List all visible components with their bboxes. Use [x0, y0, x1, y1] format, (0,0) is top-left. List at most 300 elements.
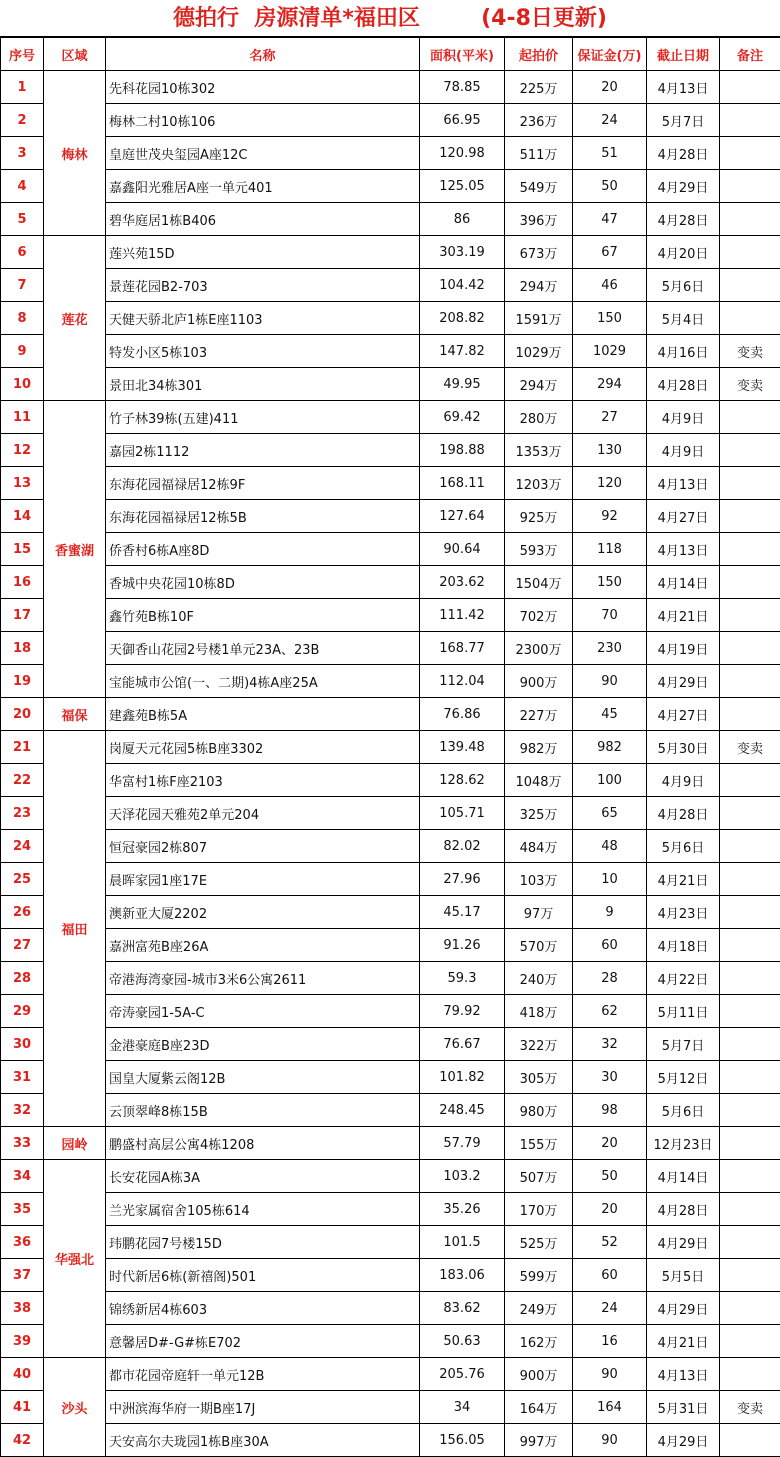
header-note: 备注	[720, 38, 780, 71]
cell-note	[720, 1193, 780, 1226]
cell-deposit: 150	[573, 302, 647, 335]
cell-index: 24	[1, 830, 44, 863]
cell-region: 梅林	[44, 71, 106, 236]
cell-start-price: 484万	[505, 830, 573, 863]
cell-note	[720, 170, 780, 203]
listing-table	[0, 37, 780, 1457]
cell-deadline: 5月7日	[647, 104, 720, 137]
cell-name: 锦绣新居4栋603	[106, 1292, 420, 1325]
cell-area: 105.71	[420, 797, 505, 830]
cell-start-price: 1203万	[505, 467, 573, 500]
cell-deposit: 20	[573, 1193, 647, 1226]
cell-index: 22	[1, 764, 44, 797]
cell-area: 303.19	[420, 236, 505, 269]
cell-start-price: 240万	[505, 962, 573, 995]
cell-deposit: 20	[573, 1127, 647, 1160]
table-row	[1, 1160, 780, 1193]
header-region: 区域	[44, 38, 106, 71]
cell-index: 23	[1, 797, 44, 830]
cell-area: 90.64	[420, 533, 505, 566]
cell-note: 变卖	[720, 731, 780, 764]
cell-index: 12	[1, 434, 44, 467]
cell-deadline: 4月28日	[647, 368, 720, 401]
cell-deadline: 4月23日	[647, 896, 720, 929]
cell-deposit: 60	[573, 929, 647, 962]
cell-area: 27.96	[420, 863, 505, 896]
cell-deadline: 4月27日	[647, 500, 720, 533]
cell-deposit: 98	[573, 1094, 647, 1127]
cell-name: 竹子林39栋(五建)411	[106, 401, 420, 434]
cell-start-price: 280万	[505, 401, 573, 434]
cell-area: 66.95	[420, 104, 505, 137]
cell-deadline: 4月22日	[647, 962, 720, 995]
table-row	[1, 1259, 780, 1292]
cell-index: 40	[1, 1358, 44, 1391]
cell-note	[720, 1358, 780, 1391]
table-row	[1, 1061, 780, 1094]
cell-note	[720, 203, 780, 236]
cell-index: 29	[1, 995, 44, 1028]
cell-deposit: 67	[573, 236, 647, 269]
cell-deposit: 100	[573, 764, 647, 797]
cell-note	[720, 896, 780, 929]
cell-note	[720, 137, 780, 170]
cell-area: 128.62	[420, 764, 505, 797]
cell-deadline: 4月16日	[647, 335, 720, 368]
table-row	[1, 1358, 780, 1391]
cell-area: 156.05	[420, 1424, 505, 1457]
table-row	[1, 302, 780, 335]
cell-index: 5	[1, 203, 44, 236]
cell-area: 91.26	[420, 929, 505, 962]
cell-note	[720, 1424, 780, 1457]
cell-name: 嘉洲富苑B座26A	[106, 929, 420, 962]
table-row	[1, 1226, 780, 1259]
cell-name: 晨晖家园1座17E	[106, 863, 420, 896]
cell-deadline: 4月29日	[647, 1226, 720, 1259]
cell-name: 鑫竹苑B栋10F	[106, 599, 420, 632]
table-row	[1, 1424, 780, 1457]
cell-start-price: 702万	[505, 599, 573, 632]
cell-start-price: 900万	[505, 1358, 573, 1391]
cell-start-price: 294万	[505, 368, 573, 401]
table-row	[1, 434, 780, 467]
cell-index: 41	[1, 1391, 44, 1424]
table-row	[1, 698, 780, 731]
table-row	[1, 71, 780, 104]
cell-deposit: 48	[573, 830, 647, 863]
cell-area: 59.3	[420, 962, 505, 995]
cell-start-price: 997万	[505, 1424, 573, 1457]
table-row	[1, 896, 780, 929]
cell-area: 35.26	[420, 1193, 505, 1226]
cell-deposit: 28	[573, 962, 647, 995]
table-row	[1, 632, 780, 665]
cell-deadline: 5月31日	[647, 1391, 720, 1424]
cell-area: 83.62	[420, 1292, 505, 1325]
cell-start-price: 249万	[505, 1292, 573, 1325]
cell-deadline: 4月29日	[647, 665, 720, 698]
cell-index: 16	[1, 566, 44, 599]
cell-deposit: 150	[573, 566, 647, 599]
header-deadline: 截止日期	[647, 38, 720, 71]
cell-area: 104.42	[420, 269, 505, 302]
cell-name: 国皇大厦紫云阁12B	[106, 1061, 420, 1094]
cell-deadline: 12月23日	[647, 1127, 720, 1160]
cell-deposit: 45	[573, 698, 647, 731]
cell-deadline: 4月29日	[647, 170, 720, 203]
cell-note	[720, 665, 780, 698]
cell-note	[720, 500, 780, 533]
cell-deadline: 5月6日	[647, 269, 720, 302]
cell-start-price: 97万	[505, 896, 573, 929]
cell-deadline: 4月14日	[647, 1160, 720, 1193]
cell-area: 111.42	[420, 599, 505, 632]
cell-index: 11	[1, 401, 44, 434]
cell-region: 园岭	[44, 1127, 106, 1160]
cell-name: 莲兴苑15D	[106, 236, 420, 269]
cell-deadline: 4月9日	[647, 764, 720, 797]
cell-deadline: 4月28日	[647, 1193, 720, 1226]
cell-deadline: 5月7日	[647, 1028, 720, 1061]
table-row	[1, 500, 780, 533]
cell-index: 1	[1, 71, 44, 104]
cell-region: 香蜜湖	[44, 401, 106, 698]
cell-start-price: 155万	[505, 1127, 573, 1160]
cell-name: 云顶翠峰8栋15B	[106, 1094, 420, 1127]
cell-deposit: 62	[573, 995, 647, 1028]
cell-note	[720, 71, 780, 104]
cell-note	[720, 962, 780, 995]
cell-area: 183.06	[420, 1259, 505, 1292]
cell-start-price: 236万	[505, 104, 573, 137]
cell-deposit: 52	[573, 1226, 647, 1259]
cell-name: 侨香村6栋A座8D	[106, 533, 420, 566]
table-row	[1, 995, 780, 1028]
cell-deadline: 4月29日	[647, 1292, 720, 1325]
cell-deadline: 4月13日	[647, 71, 720, 104]
cell-deadline: 4月9日	[647, 401, 720, 434]
cell-index: 17	[1, 599, 44, 632]
cell-start-price: 322万	[505, 1028, 573, 1061]
cell-name: 天御香山花园2号楼1单元23A、23B	[106, 632, 420, 665]
table-row	[1, 1094, 780, 1127]
cell-area: 125.05	[420, 170, 505, 203]
cell-deadline: 4月19日	[647, 632, 720, 665]
table-row	[1, 797, 780, 830]
table-row	[1, 467, 780, 500]
cell-name: 天健天骄北庐1栋E座1103	[106, 302, 420, 335]
cell-deadline: 4月21日	[647, 599, 720, 632]
cell-name: 特发小区5栋103	[106, 335, 420, 368]
cell-name: 景田北34栋301	[106, 368, 420, 401]
cell-name: 碧华庭居1栋B406	[106, 203, 420, 236]
cell-deadline: 5月6日	[647, 830, 720, 863]
cell-name: 皇庭世茂央玺园A座12C	[106, 137, 420, 170]
cell-area: 76.86	[420, 698, 505, 731]
cell-name: 金港豪庭B座23D	[106, 1028, 420, 1061]
cell-area: 198.88	[420, 434, 505, 467]
cell-index: 26	[1, 896, 44, 929]
cell-area: 127.64	[420, 500, 505, 533]
cell-deadline: 4月28日	[647, 137, 720, 170]
cell-note	[720, 830, 780, 863]
cell-deadline: 5月5日	[647, 1259, 720, 1292]
cell-area: 103.2	[420, 1160, 505, 1193]
sheet-title: 德拍行 房源清单*福田区 (4-8日更新)	[0, 0, 780, 37]
cell-area: 57.79	[420, 1127, 505, 1160]
cell-note	[720, 434, 780, 467]
cell-deposit: 120	[573, 467, 647, 500]
cell-area: 50.63	[420, 1325, 505, 1358]
table-row	[1, 236, 780, 269]
cell-deposit: 130	[573, 434, 647, 467]
cell-index: 13	[1, 467, 44, 500]
cell-note: 变卖	[720, 335, 780, 368]
cell-start-price: 593万	[505, 533, 573, 566]
header-index: 序号	[1, 38, 44, 71]
cell-deadline: 4月14日	[647, 566, 720, 599]
cell-note	[720, 1028, 780, 1061]
cell-start-price: 925万	[505, 500, 573, 533]
cell-deposit: 24	[573, 1292, 647, 1325]
cell-deadline: 5月11日	[647, 995, 720, 1028]
cell-deposit: 47	[573, 203, 647, 236]
cell-name: 玮鹏花园7号楼15D	[106, 1226, 420, 1259]
cell-deposit: 118	[573, 533, 647, 566]
cell-deposit: 16	[573, 1325, 647, 1358]
cell-deadline: 4月13日	[647, 533, 720, 566]
cell-name: 帝涛豪园1-5A-C	[106, 995, 420, 1028]
table-row	[1, 1391, 780, 1424]
cell-index: 33	[1, 1127, 44, 1160]
table-row	[1, 269, 780, 302]
cell-deposit: 164	[573, 1391, 647, 1424]
cell-index: 42	[1, 1424, 44, 1457]
table-row	[1, 566, 780, 599]
cell-deposit: 32	[573, 1028, 647, 1061]
cell-index: 32	[1, 1094, 44, 1127]
cell-start-price: 900万	[505, 665, 573, 698]
cell-index: 18	[1, 632, 44, 665]
cell-deposit: 46	[573, 269, 647, 302]
header-name: 名称	[106, 38, 420, 71]
cell-start-price: 982万	[505, 731, 573, 764]
cell-index: 4	[1, 170, 44, 203]
cell-name: 长安花园A栋3A	[106, 1160, 420, 1193]
cell-note	[720, 632, 780, 665]
cell-start-price: 227万	[505, 698, 573, 731]
cell-start-price: 305万	[505, 1061, 573, 1094]
cell-start-price: 570万	[505, 929, 573, 962]
cell-area: 139.48	[420, 731, 505, 764]
cell-index: 31	[1, 1061, 44, 1094]
header-area: 面积(平米)	[420, 38, 505, 71]
cell-name: 东海花园福禄居12栋9F	[106, 467, 420, 500]
table-row	[1, 203, 780, 236]
cell-deadline: 4月9日	[647, 434, 720, 467]
cell-deposit: 70	[573, 599, 647, 632]
cell-start-price: 162万	[505, 1325, 573, 1358]
cell-area: 49.95	[420, 368, 505, 401]
cell-deposit: 92	[573, 500, 647, 533]
cell-area: 147.82	[420, 335, 505, 368]
cell-note	[720, 599, 780, 632]
cell-note	[720, 302, 780, 335]
cell-deadline: 4月21日	[647, 1325, 720, 1358]
cell-deposit: 230	[573, 632, 647, 665]
cell-note	[720, 1160, 780, 1193]
cell-note	[720, 269, 780, 302]
cell-index: 10	[1, 368, 44, 401]
cell-name: 天泽花园天雅苑2单元204	[106, 797, 420, 830]
cell-start-price: 1353万	[505, 434, 573, 467]
table-row	[1, 863, 780, 896]
cell-index: 39	[1, 1325, 44, 1358]
cell-region: 福保	[44, 698, 106, 731]
cell-start-price: 511万	[505, 137, 573, 170]
cell-deadline: 4月18日	[647, 929, 720, 962]
cell-note	[720, 764, 780, 797]
cell-start-price: 1029万	[505, 335, 573, 368]
cell-start-price: 2300万	[505, 632, 573, 665]
cell-name: 先科花园10栋302	[106, 71, 420, 104]
cell-name: 鹏盛村高层公寓4栋1208	[106, 1127, 420, 1160]
cell-name: 帝港海湾豪园-城市3米6公寓2611	[106, 962, 420, 995]
cell-index: 9	[1, 335, 44, 368]
cell-start-price: 170万	[505, 1193, 573, 1226]
table-row	[1, 170, 780, 203]
cell-deadline: 5月4日	[647, 302, 720, 335]
cell-region: 沙头	[44, 1358, 106, 1457]
cell-name: 嘉鑫阳光雅居A座一单元401	[106, 170, 420, 203]
cell-start-price: 225万	[505, 71, 573, 104]
cell-deposit: 20	[573, 71, 647, 104]
cell-start-price: 525万	[505, 1226, 573, 1259]
cell-area: 76.67	[420, 1028, 505, 1061]
table-row	[1, 731, 780, 764]
table-row	[1, 1193, 780, 1226]
cell-deposit: 10	[573, 863, 647, 896]
cell-name: 意馨居D#-G#栋E702	[106, 1325, 420, 1358]
header-deposit: 保证金(万)	[573, 38, 647, 71]
header-row	[1, 38, 780, 71]
cell-note	[720, 1061, 780, 1094]
cell-start-price: 164万	[505, 1391, 573, 1424]
cell-deposit: 65	[573, 797, 647, 830]
cell-note	[720, 1127, 780, 1160]
cell-area: 168.11	[420, 467, 505, 500]
cell-deposit: 90	[573, 1424, 647, 1457]
cell-index: 14	[1, 500, 44, 533]
cell-note	[720, 698, 780, 731]
cell-note	[720, 104, 780, 137]
cell-note	[720, 236, 780, 269]
cell-name: 中洲滨海华府一期B座17J	[106, 1391, 420, 1424]
table-row	[1, 929, 780, 962]
cell-region: 福田	[44, 731, 106, 1127]
cell-note	[720, 929, 780, 962]
cell-note	[720, 797, 780, 830]
cell-note	[720, 1325, 780, 1358]
cell-index: 19	[1, 665, 44, 698]
cell-note	[720, 1094, 780, 1127]
cell-deadline: 5月12日	[647, 1061, 720, 1094]
table-row	[1, 533, 780, 566]
cell-area: 34	[420, 1391, 505, 1424]
cell-area: 45.17	[420, 896, 505, 929]
cell-name: 建鑫苑B栋5A	[106, 698, 420, 731]
cell-index: 15	[1, 533, 44, 566]
cell-deadline: 4月20日	[647, 236, 720, 269]
cell-start-price: 1048万	[505, 764, 573, 797]
cell-name: 梅林二村10栋106	[106, 104, 420, 137]
cell-deadline: 4月28日	[647, 797, 720, 830]
cell-region: 莲花	[44, 236, 106, 401]
cell-start-price: 1504万	[505, 566, 573, 599]
cell-area: 203.62	[420, 566, 505, 599]
cell-name: 香城中央花园10栋8D	[106, 566, 420, 599]
table-row	[1, 368, 780, 401]
cell-note	[720, 1226, 780, 1259]
cell-index: 38	[1, 1292, 44, 1325]
cell-area: 79.92	[420, 995, 505, 1028]
cell-note: 变卖	[720, 1391, 780, 1424]
table-row	[1, 665, 780, 698]
cell-index: 35	[1, 1193, 44, 1226]
cell-name: 都市花园帝庭轩一单元12B	[106, 1358, 420, 1391]
cell-name: 华富村1栋F座2103	[106, 764, 420, 797]
cell-deadline: 4月27日	[647, 698, 720, 731]
cell-area: 101.82	[420, 1061, 505, 1094]
cell-deadline: 4月13日	[647, 467, 720, 500]
cell-note	[720, 1292, 780, 1325]
cell-name: 宝能城市公馆(一、二期)4栋A座25A	[106, 665, 420, 698]
cell-name: 澳新亚大厦2202	[106, 896, 420, 929]
cell-index: 27	[1, 929, 44, 962]
cell-name: 岗厦天元花园5栋B座3302	[106, 731, 420, 764]
table-row	[1, 1292, 780, 1325]
cell-start-price: 103万	[505, 863, 573, 896]
cell-index: 8	[1, 302, 44, 335]
cell-start-price: 507万	[505, 1160, 573, 1193]
table-row	[1, 1325, 780, 1358]
cell-area: 101.5	[420, 1226, 505, 1259]
cell-name: 恒冠豪园2栋807	[106, 830, 420, 863]
table-row	[1, 764, 780, 797]
cell-name: 兰光家属宿舍105栋614	[106, 1193, 420, 1226]
cell-deposit: 24	[573, 104, 647, 137]
cell-area: 82.02	[420, 830, 505, 863]
cell-deposit: 60	[573, 1259, 647, 1292]
cell-name: 时代新居6栋(新禧阁)501	[106, 1259, 420, 1292]
cell-area: 112.04	[420, 665, 505, 698]
cell-deadline: 4月28日	[647, 203, 720, 236]
cell-deposit: 982	[573, 731, 647, 764]
cell-deposit: 51	[573, 137, 647, 170]
cell-index: 34	[1, 1160, 44, 1193]
cell-note	[720, 467, 780, 500]
cell-deadline: 4月29日	[647, 1424, 720, 1457]
cell-note	[720, 401, 780, 434]
cell-deposit: 9	[573, 896, 647, 929]
cell-area: 120.98	[420, 137, 505, 170]
cell-note	[720, 533, 780, 566]
cell-index: 36	[1, 1226, 44, 1259]
cell-note	[720, 1259, 780, 1292]
cell-index: 7	[1, 269, 44, 302]
cell-area: 248.45	[420, 1094, 505, 1127]
